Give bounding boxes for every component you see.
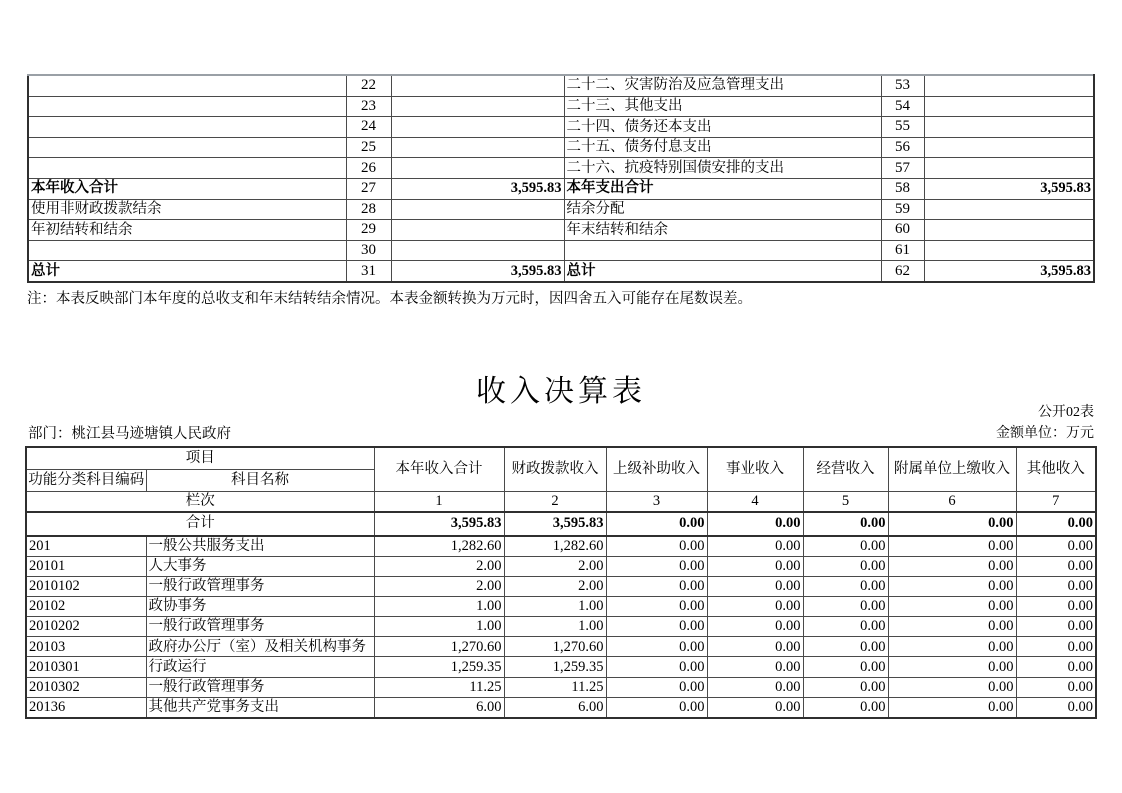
header-column-number: 4	[707, 491, 803, 512]
subject-name: 行政运行	[146, 657, 374, 677]
amount-value: 3,595.83	[504, 512, 606, 536]
amount-value: 3,595.83	[924, 261, 1094, 282]
table-code: 公开02表	[1038, 405, 1094, 420]
amount-value	[391, 199, 564, 220]
amount-value: 0.00	[606, 597, 707, 617]
income-table-row	[26, 536, 1096, 557]
item-label: 本年支出合计	[564, 178, 881, 199]
amount-value: 0.00	[606, 697, 707, 718]
subject-name: 一般行政管理事务	[146, 576, 374, 596]
amount-value: 1.00	[504, 597, 606, 617]
line-number: 59	[881, 199, 924, 220]
header-column: 上级补助收入	[606, 447, 707, 491]
amount-value: 1,259.35	[374, 657, 504, 677]
amount-value: 0.00	[606, 617, 707, 637]
income-header-row-project	[26, 447, 1096, 469]
amount-value	[391, 117, 564, 138]
amount-value: 0.00	[707, 597, 803, 617]
amount-value	[924, 117, 1094, 138]
line-number: 30	[346, 240, 391, 261]
header-column: 本年收入合计	[374, 447, 504, 491]
item-label: 总计	[28, 261, 346, 282]
income-table-row	[26, 597, 1096, 617]
amount-value: 0.00	[1016, 617, 1096, 637]
amount-value: 0.00	[888, 637, 1016, 657]
amount-value: 0.00	[707, 512, 803, 536]
amount-value	[924, 75, 1094, 96]
header-column-number: 2	[504, 491, 606, 512]
amount-value: 0.00	[1016, 677, 1096, 697]
subject-code: 2010301	[26, 657, 146, 677]
amount-value: 2.00	[374, 556, 504, 576]
header-column: 经营收入	[803, 447, 888, 491]
amount-value	[391, 240, 564, 261]
amount-value: 1.00	[504, 617, 606, 637]
line-number: 61	[881, 240, 924, 261]
line-number: 26	[346, 158, 391, 179]
header-column-number: 3	[606, 491, 707, 512]
amount-value: 0.00	[888, 697, 1016, 718]
amount-value: 3,595.83	[391, 261, 564, 282]
header-column: 财政拨款收入	[504, 447, 606, 491]
amount-value: 1,282.60	[504, 536, 606, 557]
subject-code: 201	[26, 536, 146, 557]
amount-value: 0.00	[606, 556, 707, 576]
amount-value: 0.00	[1016, 536, 1096, 557]
summary-table-row	[28, 199, 1094, 220]
amount-value: 0.00	[803, 617, 888, 637]
line-number: 23	[346, 96, 391, 117]
amount-value: 2.00	[374, 576, 504, 596]
subject-code: 2010202	[26, 617, 146, 637]
subject-name: 一般行政管理事务	[146, 677, 374, 697]
income-table-row	[26, 576, 1096, 596]
item-label	[28, 96, 346, 117]
item-label	[28, 137, 346, 158]
summary-table-row	[28, 137, 1094, 158]
line-number: 57	[881, 158, 924, 179]
item-label: 二十三、其他支出	[564, 96, 881, 117]
amount-value: 0.00	[803, 697, 888, 718]
amount-value: 2.00	[504, 576, 606, 596]
item-label: 二十五、债务付息支出	[564, 137, 881, 158]
summary-table-row	[28, 178, 1094, 199]
amount-value: 2.00	[504, 556, 606, 576]
amount-value: 1,259.35	[504, 657, 606, 677]
amount-value	[924, 199, 1094, 220]
amount-value: 0.00	[606, 677, 707, 697]
item-label	[28, 117, 346, 138]
summary-table-row	[28, 261, 1094, 282]
amount-value: 0.00	[606, 512, 707, 536]
amount-value: 3,595.83	[374, 512, 504, 536]
header-column-number: 5	[803, 491, 888, 512]
line-number: 27	[346, 178, 391, 199]
amount-value: 0.00	[707, 556, 803, 576]
amount-value: 0.00	[888, 657, 1016, 677]
income-table-row	[26, 617, 1096, 637]
header-lanci: 栏次	[26, 491, 374, 512]
item-label	[28, 75, 346, 96]
line-number: 24	[346, 117, 391, 138]
income-table-row	[26, 657, 1096, 677]
item-label: 二十六、抗疫特别国债安排的支出	[564, 158, 881, 179]
amount-value: 11.25	[374, 677, 504, 697]
amount-value: 0.00	[606, 637, 707, 657]
amount-value: 0.00	[888, 556, 1016, 576]
subject-name: 政府办公厅（室）及相关机构事务	[146, 637, 374, 657]
amount-value: 1.00	[374, 597, 504, 617]
amount-value: 0.00	[888, 617, 1016, 637]
header-column-number: 1	[374, 491, 504, 512]
amount-value: 0.00	[1016, 657, 1096, 677]
subject-code: 2010102	[26, 576, 146, 596]
amount-value: 0.00	[707, 677, 803, 697]
line-number: 28	[346, 199, 391, 220]
amount-value: 0.00	[707, 617, 803, 637]
line-number: 22	[346, 75, 391, 96]
amount-value: 0.00	[1016, 597, 1096, 617]
item-label: 本年收入合计	[28, 178, 346, 199]
amount-value: 0.00	[803, 677, 888, 697]
subject-name: 政协事务	[146, 597, 374, 617]
amount-value	[924, 240, 1094, 261]
amount-value: 0.00	[803, 536, 888, 557]
item-label: 二十四、债务还本支出	[564, 117, 881, 138]
amount-value: 0.00	[803, 637, 888, 657]
income-table-row	[26, 697, 1096, 718]
item-label: 二十二、灾害防治及应急管理支出	[564, 75, 881, 96]
item-label: 年初结转和结余	[28, 220, 346, 241]
line-number: 29	[346, 220, 391, 241]
header-name: 科目名称	[146, 469, 374, 491]
subject-name: 其他共产党事务支出	[146, 697, 374, 718]
amount-value: 1,282.60	[374, 536, 504, 557]
amount-value: 0.00	[606, 576, 707, 596]
income-header-row-lanci	[26, 491, 1096, 512]
summary-table-row	[28, 117, 1094, 138]
amount-value: 0.00	[1016, 697, 1096, 718]
subject-name: 一般行政管理事务	[146, 617, 374, 637]
header-column-number: 7	[1016, 491, 1096, 512]
amount-value	[391, 137, 564, 158]
line-number: 58	[881, 178, 924, 199]
line-number: 53	[881, 75, 924, 96]
amount-value: 0.00	[803, 657, 888, 677]
amount-value: 0.00	[888, 597, 1016, 617]
line-number: 55	[881, 117, 924, 138]
department-label: 部门：桃江县马迹塘镇人民政府	[28, 426, 231, 442]
amount-value: 6.00	[374, 697, 504, 718]
item-label: 使用非财政拨款结余	[28, 199, 346, 220]
subject-code: 20102	[26, 597, 146, 617]
header-column: 附属单位上缴收入	[888, 447, 1016, 491]
amount-value: 0.00	[1016, 512, 1096, 536]
amount-value: 0.00	[888, 512, 1016, 536]
header-column-number: 6	[888, 491, 1016, 512]
summary-table-row	[28, 220, 1094, 241]
summary-table-row	[28, 240, 1094, 261]
line-number: 60	[881, 220, 924, 241]
subject-name: 人大事务	[146, 556, 374, 576]
header-column: 事业收入	[707, 447, 803, 491]
income-table-row	[26, 677, 1096, 697]
amount-value: 0.00	[803, 556, 888, 576]
amount-value: 11.25	[504, 677, 606, 697]
amount-value: 0.00	[888, 677, 1016, 697]
amount-value: 6.00	[504, 697, 606, 718]
page-title: 收入决算表	[476, 375, 646, 408]
amount-value: 1.00	[374, 617, 504, 637]
item-label: 年末结转和结余	[564, 220, 881, 241]
line-number: 54	[881, 96, 924, 117]
header-code: 功能分类科目编码	[26, 469, 146, 491]
amount-value: 0.00	[888, 536, 1016, 557]
amount-value: 0.00	[707, 697, 803, 718]
header-project: 项目	[26, 447, 374, 469]
item-label	[564, 240, 881, 261]
amount-value: 0.00	[707, 576, 803, 596]
amount-value: 1,270.60	[374, 637, 504, 657]
summary-table-row	[28, 158, 1094, 179]
item-label	[28, 158, 346, 179]
amount-value	[391, 75, 564, 96]
subject-code: 2010302	[26, 677, 146, 697]
income-table-row	[26, 512, 1096, 536]
income-table-row	[26, 637, 1096, 657]
subject-total-label: 合计	[26, 512, 374, 536]
amount-value: 0.00	[707, 637, 803, 657]
income-table-row	[26, 556, 1096, 576]
amount-value: 1,270.60	[504, 637, 606, 657]
summary-table-row	[28, 75, 1094, 96]
subject-name: 一般公共服务支出	[146, 536, 374, 557]
line-number: 56	[881, 137, 924, 158]
table-note: 注：本表反映部门本年度的总收支和年末结转结余情况。本表金额转换为万元时，因四舍五入可能存在尾数误差。	[27, 291, 752, 307]
amount-value	[391, 158, 564, 179]
amount-value: 0.00	[803, 597, 888, 617]
amount-value	[391, 220, 564, 241]
amount-value	[924, 220, 1094, 241]
amount-value: 0.00	[1016, 576, 1096, 596]
amount-value: 0.00	[803, 576, 888, 596]
line-number: 31	[346, 261, 391, 282]
summary-table	[27, 74, 1095, 283]
amount-value: 0.00	[707, 536, 803, 557]
item-label: 结余分配	[564, 199, 881, 220]
amount-value	[391, 96, 564, 117]
unit-label: 金额单位：万元	[996, 426, 1094, 441]
summary-table-row	[28, 96, 1094, 117]
header-column: 其他收入	[1016, 447, 1096, 491]
line-number: 62	[881, 261, 924, 282]
income-table	[25, 446, 1097, 719]
amount-value: 3,595.83	[391, 178, 564, 199]
amount-value	[924, 158, 1094, 179]
subject-code: 20103	[26, 637, 146, 657]
amount-value: 0.00	[888, 576, 1016, 596]
line-number: 25	[346, 137, 391, 158]
amount-value: 0.00	[606, 657, 707, 677]
amount-value: 0.00	[707, 657, 803, 677]
amount-value	[924, 137, 1094, 158]
amount-value	[924, 96, 1094, 117]
item-label: 总计	[564, 261, 881, 282]
amount-value: 0.00	[803, 512, 888, 536]
amount-value: 0.00	[606, 536, 707, 557]
item-label	[28, 240, 346, 261]
subject-code: 20101	[26, 556, 146, 576]
subject-code: 20136	[26, 697, 146, 718]
amount-value: 3,595.83	[924, 178, 1094, 199]
amount-value: 0.00	[1016, 556, 1096, 576]
amount-value: 0.00	[1016, 637, 1096, 657]
